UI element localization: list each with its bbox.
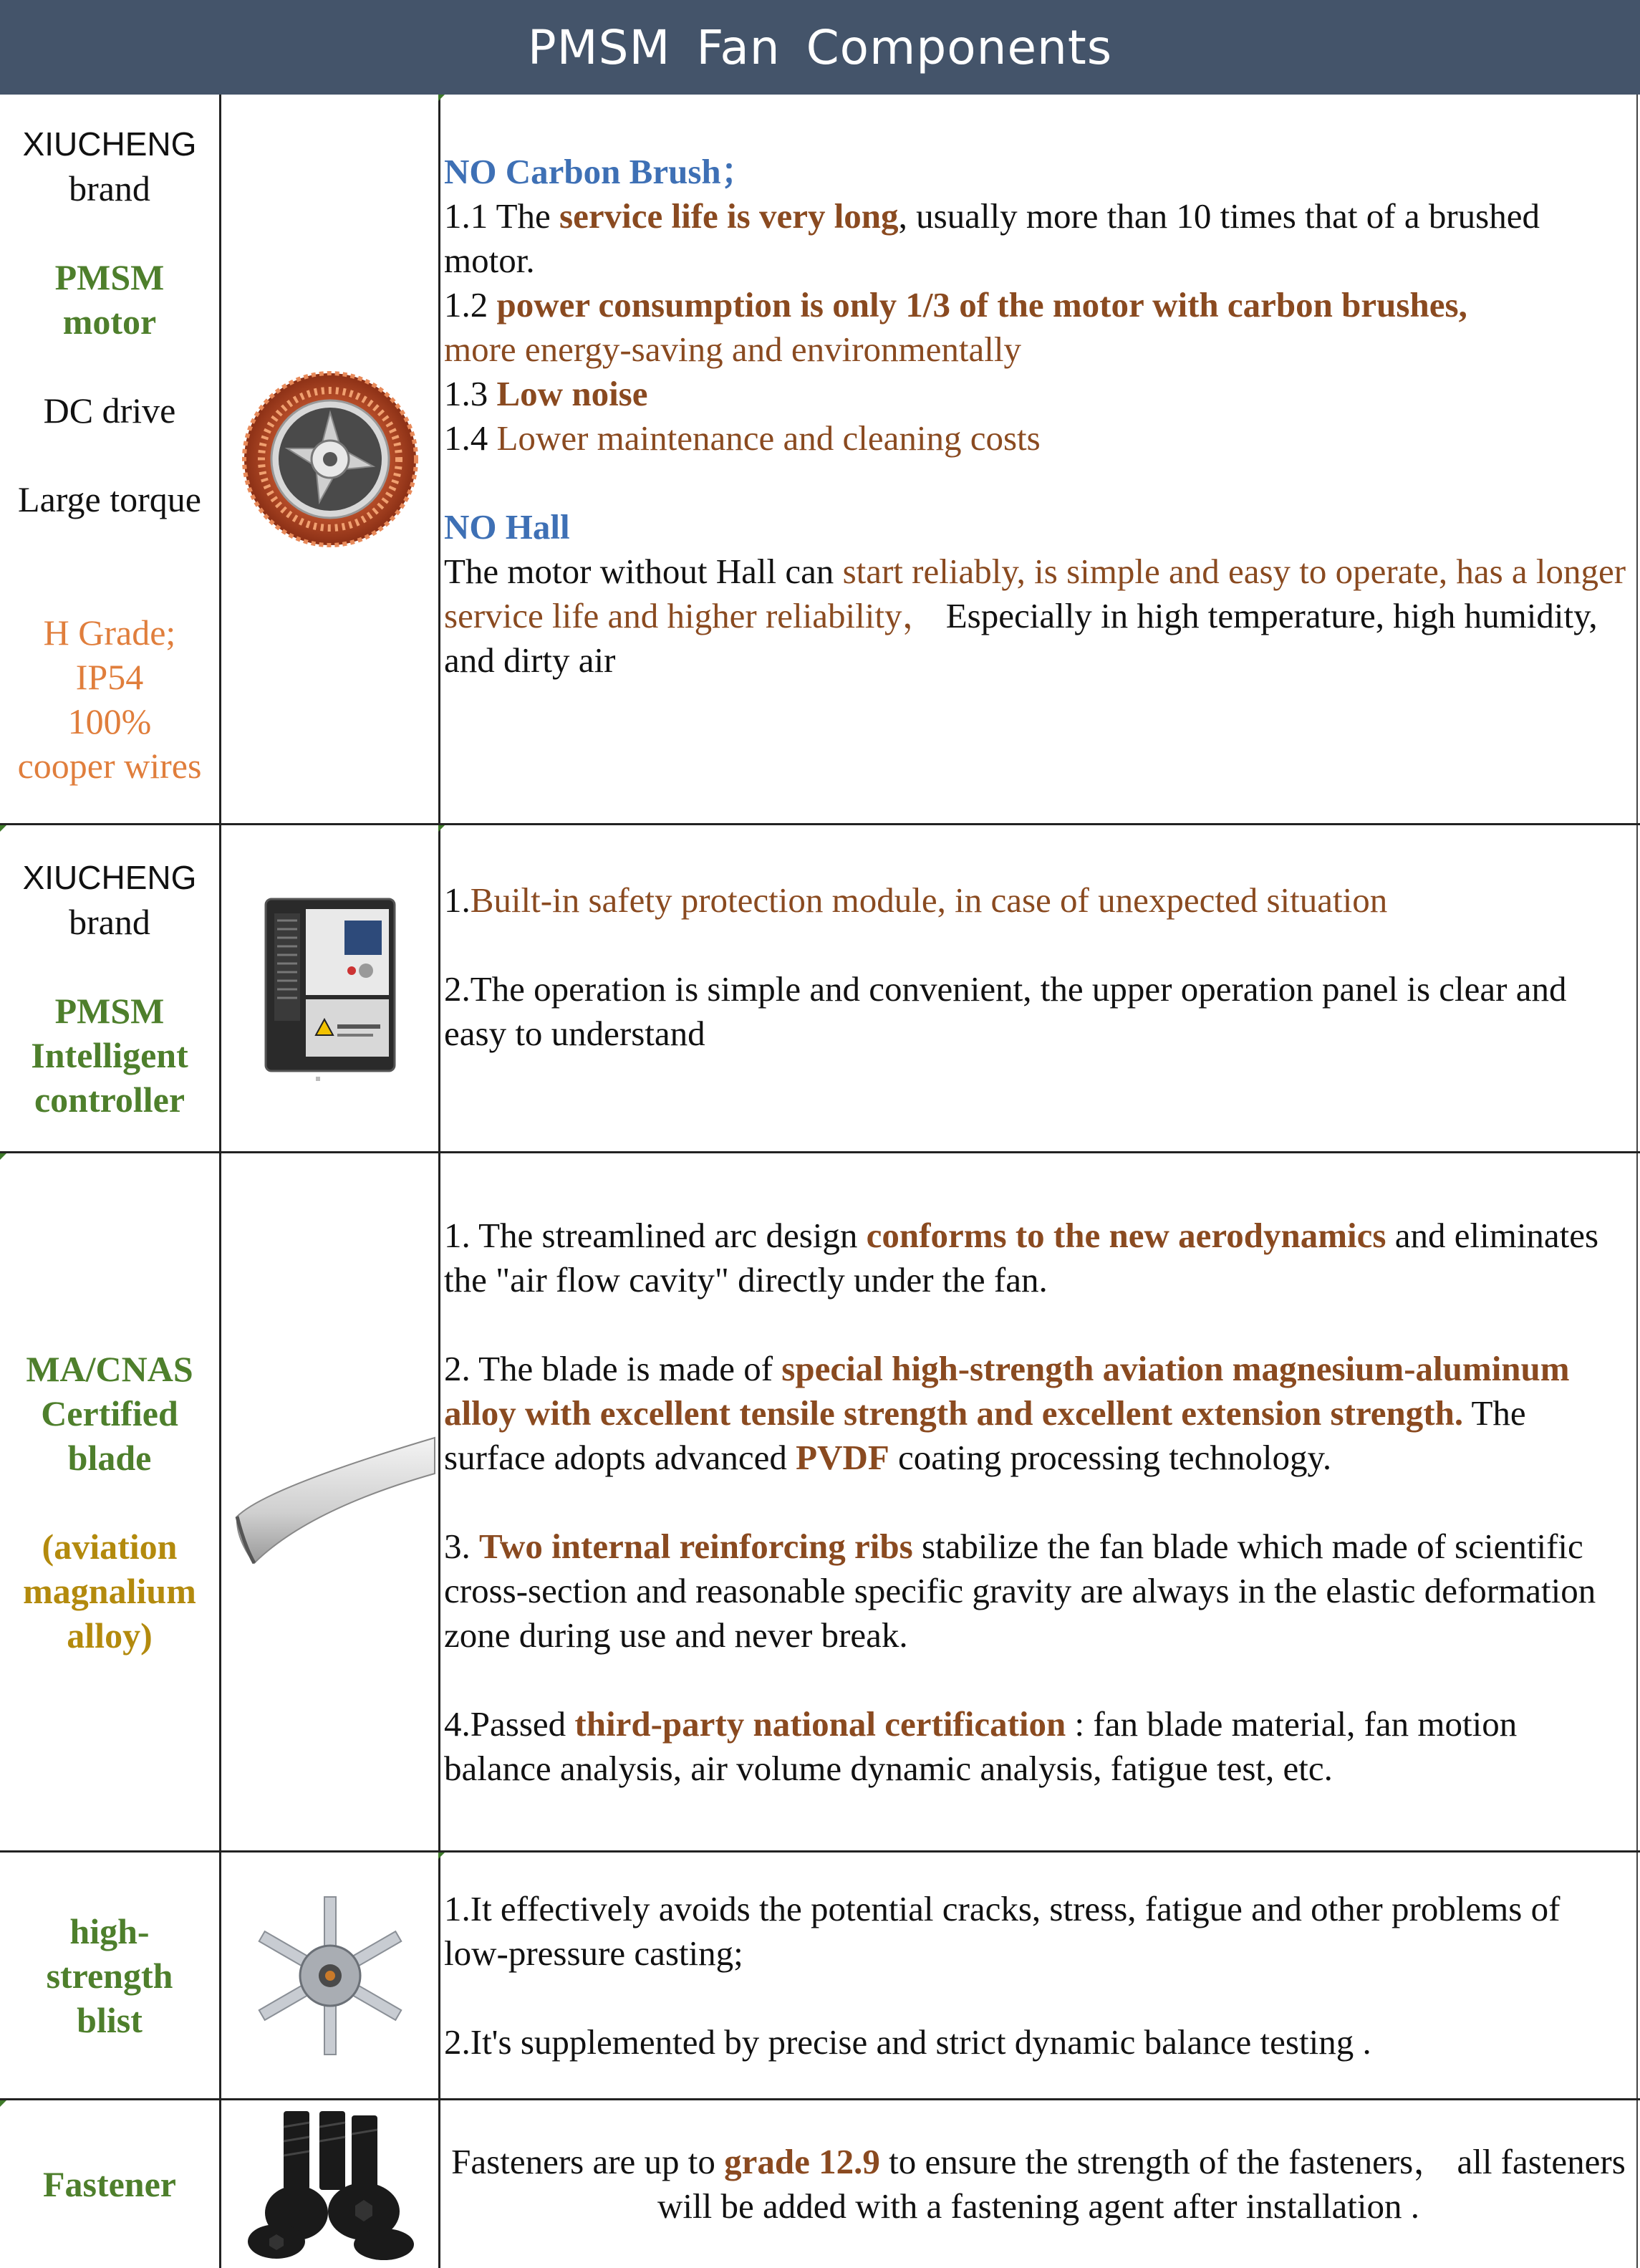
blade-label-cell	[0, 1153, 219, 1850]
motor-point-2: 1.2 power consumption is only 1/3 of the motor with carbon brushes,	[444, 284, 1467, 325]
blade-description-cell	[444, 1153, 1633, 1850]
grade-line4: cooper wires	[17, 746, 202, 786]
section-heading-no-carbon-brush: NO Carbon Brush；	[444, 151, 756, 191]
material-line3: alloy)	[67, 1615, 153, 1656]
section-heading-no-hall: NO Hall	[444, 506, 570, 547]
blist-point-1: 1.It effectively avoids the potential cracks, stress, fatigue and other problems of low-pressure casting;	[444, 1888, 1561, 1973]
components-table	[0, 95, 1640, 2268]
blade-image-cell	[221, 1153, 438, 1850]
page-title: PMSM Fan Components	[527, 19, 1113, 75]
component-name-line1: PMSM	[54, 257, 165, 297]
motor-point-2-cont: more energy-saving and environmentally	[444, 329, 1021, 369]
blade-point-1: 1. The streamlined arc design conforms to the new aerodynamics and eliminates the "air flow cavity" directly under the fan.	[444, 1215, 1599, 1299]
bolts-image	[233, 2105, 427, 2263]
blist-image-cell	[221, 1853, 438, 2098]
fastener-label-cell	[0, 2100, 219, 2268]
brand-name: XIUCHENG	[22, 125, 197, 163]
blist-point-2: 2.It's supplemented by precise and strict dynamic balance testing .	[444, 2022, 1371, 2062]
table-row-motor	[0, 95, 1640, 825]
blade-point-2: 2. The blade is made of special high-strength aviation magnesium-aluminum alloy with excellent tensile strength and excellent extension strength. The surface adopts advanced PVDF coating processing technology.	[444, 1348, 1570, 1477]
controller-image	[259, 885, 402, 1092]
motor-label-cell	[0, 95, 219, 823]
table-row-fastener	[0, 2100, 1640, 2268]
grade-line1: H Grade;	[43, 612, 176, 653]
brand-name: XIUCHENG	[22, 858, 197, 896]
fastener-description-cell	[444, 2100, 1633, 2268]
component-name-line3: controller	[34, 1079, 185, 1120]
fastener-description: Fasteners are up to grade 12.9 to ensure the strength of the fasteners， all fasteners will be added with a fastening agent after installation .	[451, 2142, 1626, 2226]
controller-label-cell	[0, 825, 219, 1151]
motor-stator-image	[241, 370, 420, 549]
feature-dc-drive: DC drive	[43, 390, 176, 431]
motor-description-cell	[444, 95, 1633, 823]
component-name-line3: blade	[67, 1437, 152, 1478]
blade-point-3: 3. Two internal reinforcing ribs stabilize the fan blade which made of scientific cross-section and reasonable specific gravity are always in the elastic deformation zone during use and never break.	[444, 1526, 1596, 1655]
blist-label-cell	[0, 1853, 219, 2098]
motor-point-3: 1.3 Low noise	[444, 373, 648, 413]
grade-line2: IP54	[75, 657, 144, 697]
controller-point-2: 2.The operation is simple and convenient, the upper operation panel is clear and easy to understand	[444, 969, 1567, 1053]
component-name-line1: high-	[69, 1911, 150, 1951]
component-name-line2: Intelligent	[31, 1034, 188, 1075]
brand-word: brand	[69, 901, 150, 942]
component-name-line1: Fastener	[42, 2164, 177, 2204]
controller-point-1: 1.Built-in safety protection module, in case of unexpected situation	[444, 880, 1388, 920]
motor-image-cell	[221, 95, 438, 823]
brand-word: brand	[69, 168, 150, 208]
component-name-line1: PMSM	[54, 990, 165, 1031]
component-name-line2: strength	[46, 1955, 173, 1996]
component-name-line2: motor	[62, 302, 157, 342]
feature-torque: Large torque	[18, 479, 201, 519]
page-header	[0, 0, 1640, 95]
motor-point-1: 1.1 The service life is very long, usually more than 10 times that of a brushed motor.	[444, 196, 1540, 280]
grade-line3: 100%	[67, 701, 152, 741]
blist-description-cell	[444, 1853, 1633, 2098]
blade-hub-image	[244, 1890, 416, 2062]
motor-point-4: 1.4 Lower maintenance and cleaning costs	[444, 418, 1041, 458]
material-line1: (aviation	[42, 1526, 178, 1567]
material-line2: magnalium	[23, 1570, 196, 1611]
blade-point-4: 4.Passed third-party national certification : fan blade material, fan motion balance analysis, air volume dynamic analysis, fatigue test, etc.	[444, 1704, 1518, 1788]
no-hall-paragraph: The motor without Hall can start reliably, is simple and easy to operate, has a longer service life and higher reliability， Especially in high temperature, high humidity, and dirty air	[444, 551, 1626, 680]
table-row-blade	[0, 1153, 1640, 1853]
controller-description-cell	[444, 825, 1633, 1151]
table-row-controller	[0, 825, 1640, 1153]
fastener-image-cell	[221, 2100, 438, 2268]
controller-image-cell	[221, 825, 438, 1151]
component-name-line3: blist	[77, 1999, 143, 2040]
fan-blade-image	[223, 1431, 438, 1574]
component-name-line1: MA/CNAS	[26, 1348, 193, 1389]
table-row-blist	[0, 1853, 1640, 2100]
component-name-line2: Certified	[41, 1393, 178, 1433]
